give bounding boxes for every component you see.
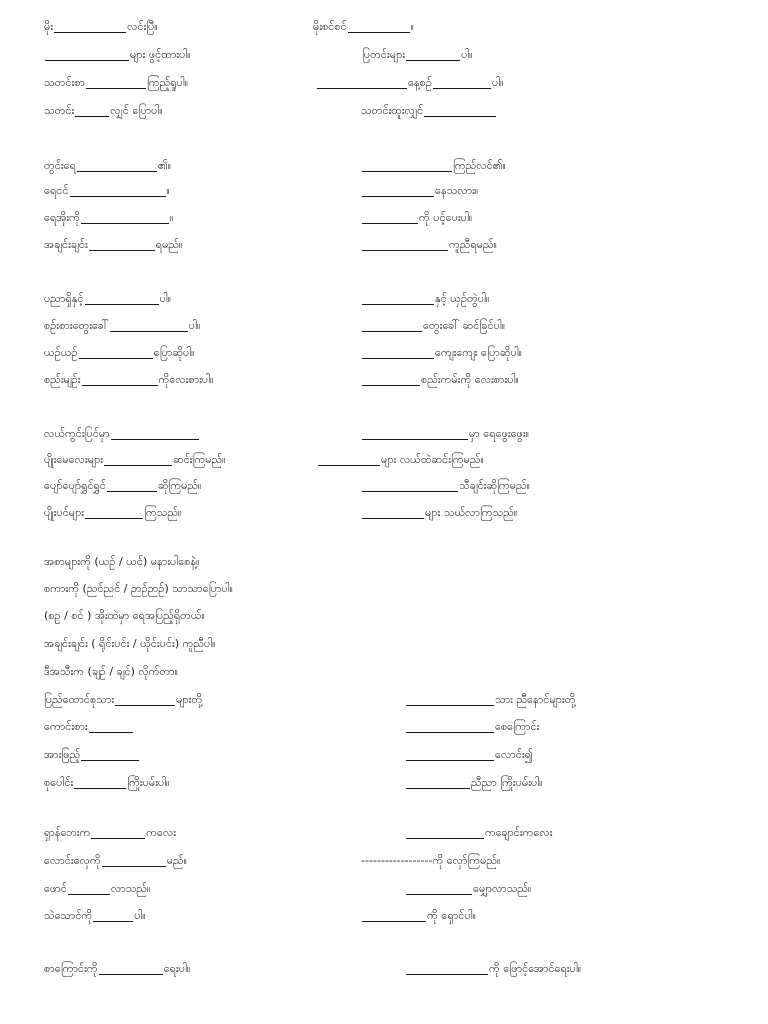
exercise-left: [44, 603, 205, 629]
exercise-right: [405, 956, 581, 982]
exercise-left: [44, 848, 187, 874]
exercise-text: အားဖြည့်: [44, 748, 81, 761]
worksheet-row: [0, 549, 768, 575]
exercise-text: ပါ။: [134, 909, 146, 922]
exercise-text: စေကြောင်း: [495, 720, 540, 733]
exercise-text: ပြောဆိုပါ။: [153, 346, 195, 359]
worksheet-row: [0, 687, 768, 713]
fill-in-blank[interactable]: [82, 371, 158, 386]
exercise-text: အချင်းချင်း ( ရိုင်းပင်း / ယိုင်းပင်း) ကူညီပါ။: [44, 637, 216, 650]
fill-in-blank[interactable]: [362, 425, 468, 440]
fill-in-blank[interactable]: [68, 880, 110, 895]
exercise-text: သဲသောင်ကို: [44, 909, 93, 922]
exercise-text: ကောင်းစား: [44, 720, 88, 733]
fill-in-blank[interactable]: [362, 504, 424, 519]
exercise-text: မှာ ရေဖွေးဖွေး။: [469, 427, 530, 440]
exercise-text: ရမည်။: [155, 238, 183, 251]
exercise-right: [361, 178, 478, 204]
exercise-left: [44, 770, 170, 796]
exercise-text: ရှာန်ဘေးက: [44, 826, 91, 839]
exercise-left: [44, 313, 200, 339]
exercise-text: လင်းပြီ။: [127, 20, 158, 33]
exercise-right: [316, 70, 503, 96]
exercise-left: [44, 286, 171, 312]
exercise-right: [405, 876, 531, 902]
worksheet-row: [0, 956, 768, 982]
exercise-right: [405, 687, 575, 713]
exercise-text: တွင်းရေ: [44, 159, 76, 172]
exercise-text: ကူညီရမည်။: [449, 238, 497, 251]
exercise-right: [405, 770, 543, 796]
exercise-left: [44, 876, 150, 902]
exercise-text: နေသလား။: [435, 184, 479, 197]
exercise-left: [44, 714, 134, 740]
exercise-left: [44, 631, 216, 657]
worksheet-row: [0, 421, 768, 447]
worksheet-row: [0, 70, 768, 96]
fill-in-blank[interactable]: [317, 74, 407, 89]
exercise-text: သတင်းထူးလျှင်: [361, 104, 424, 117]
worksheet-row: [0, 367, 768, 393]
fill-in-blank[interactable]: [91, 824, 145, 839]
exercise-right: [361, 205, 472, 231]
exercise-left: [44, 232, 182, 258]
fill-in-blank[interactable]: [406, 824, 484, 839]
fill-in-blank[interactable]: [406, 746, 494, 761]
exercise-text: များ လယ်ထဲဆင်းကြမည်။: [381, 453, 484, 466]
exercise-text: များ သယ်လာကြသည်။: [425, 506, 518, 519]
fill-in-blank[interactable]: [81, 209, 169, 224]
fill-in-blank[interactable]: [362, 477, 458, 492]
exercise-text: များ ဖွင့်ထားပါ။: [130, 48, 191, 61]
exercise-text: သီချင်းဆိုကြမည်။: [459, 479, 530, 492]
exercise-text: ပါ။: [491, 76, 504, 89]
exercise-left: [44, 42, 191, 68]
fill-in-blank[interactable]: [406, 960, 488, 975]
worksheet-row: [0, 876, 768, 902]
exercise-text: အစာများကို (ယဉ် / ယင်) မနားပါစေနဲ့။: [44, 555, 200, 568]
exercise-left: [44, 473, 201, 499]
exercise-right: [405, 820, 553, 846]
exercise-text: ရေးပါ။: [163, 962, 191, 975]
worksheet-row: [0, 232, 768, 258]
exercise-right: [405, 742, 533, 768]
exercise-text: ယဉ်ယဉ်: [44, 346, 78, 359]
exercise-left: [44, 98, 163, 124]
exercise-right: [361, 473, 530, 499]
exercise-right: [361, 98, 497, 124]
exercise-right: [361, 340, 522, 366]
fill-in-blank[interactable]: [362, 371, 420, 386]
exercise-text: ပါ။: [159, 292, 172, 305]
fill-in-blank[interactable]: [107, 477, 157, 492]
exercise-text: ပြတင်းများ: [362, 48, 406, 61]
fill-in-blank[interactable]: [45, 46, 129, 61]
exercise-text: ပညာရှိနှင့်: [44, 292, 84, 305]
exercise-text: ပျိုးမေလေးများ: [44, 453, 104, 466]
worksheet-row: [0, 42, 768, 68]
exercise-text: မိုး: [44, 20, 54, 33]
worksheet-row: [0, 742, 768, 768]
fill-in-blank[interactable]: [406, 880, 472, 895]
fill-in-blank[interactable]: [102, 852, 166, 867]
exercise-text: ကြည်လင်၏။: [453, 159, 506, 172]
exercise-left: [44, 742, 140, 768]
exercise-text: တွေးခေါ် ဆင်ခြင်ပါ။: [423, 319, 506, 332]
exercise-text: ဆင်းကြမည်။: [173, 453, 226, 466]
exercise-left: [44, 421, 200, 447]
exercise-left: [44, 500, 181, 526]
exercise-left: [44, 687, 202, 713]
fill-in-blank[interactable]: [362, 290, 434, 305]
fill-in-blank[interactable]: [110, 317, 188, 332]
exercise-right: [361, 903, 476, 929]
fill-in-blank[interactable]: [362, 182, 434, 197]
exercise-text: ရေငင်: [44, 184, 69, 197]
fill-in-blank[interactable]: [433, 74, 491, 89]
worksheet-row: [0, 659, 768, 685]
exercise-left: [44, 153, 171, 179]
exercise-text: ကိုလေးစားပါ။: [158, 373, 214, 386]
worksheet-row: [0, 153, 768, 179]
exercise-text: ကို ပင့်ပေးပါ။: [419, 211, 473, 224]
worksheet-row: [0, 903, 768, 929]
fill-in-blank[interactable]: [93, 907, 133, 922]
fill-in-blank[interactable]: [318, 451, 380, 466]
exercise-text: စာကြောင်းကို: [44, 962, 98, 975]
fill-in-blank[interactable]: [111, 425, 199, 440]
exercise-text: လယ်ကွင်းပြင်မှာ: [44, 427, 110, 440]
fill-in-blank[interactable]: [74, 774, 126, 789]
exercise-text: ပါ။: [188, 319, 201, 332]
fill-in-blank[interactable]: [362, 157, 452, 172]
exercise-right: [361, 421, 529, 447]
fill-in-blank[interactable]: [86, 74, 146, 89]
exercise-text: ပျိုးပင်များ: [44, 506, 85, 519]
exercise-text: ဖောင်: [44, 882, 67, 895]
exercise-text: ရေအိုးကို: [44, 211, 80, 224]
fill-in-blank[interactable]: [75, 102, 109, 117]
fill-in-blank[interactable]: [85, 504, 143, 519]
exercise-left: [44, 340, 195, 366]
fill-in-blank[interactable]: [89, 718, 133, 733]
fill-in-blank[interactable]: [77, 157, 157, 172]
exercise-right: [313, 14, 414, 40]
exercise-text: စဉ်းစားတွေးခေါ်: [44, 319, 109, 332]
exercise-left: [44, 576, 233, 602]
fill-in-blank[interactable]: [424, 102, 496, 117]
fill-in-blank[interactable]: [348, 18, 410, 33]
fill-in-blank[interactable]: [362, 317, 422, 332]
exercise-left: [44, 659, 178, 685]
exercise-text: ၏။: [157, 159, 172, 172]
exercise-right: [405, 714, 539, 740]
exercise-text: ကချောင်းကလေး: [485, 826, 553, 839]
fill-in-blank[interactable]: [104, 451, 172, 466]
exercise-text: ကို ဖြောင့်အောင်ရေးပါ။: [489, 962, 582, 975]
fill-in-blank[interactable]: [115, 691, 175, 706]
exercise-text: စည်းမျဉ်း: [44, 373, 81, 386]
fill-in-blank[interactable]: [362, 907, 426, 922]
fill-in-blank[interactable]: [362, 344, 434, 359]
exercise-text: ကို ရှောင်ပါ။: [427, 909, 476, 922]
fill-in-blank[interactable]: [81, 746, 139, 761]
fill-in-blank[interactable]: [54, 18, 126, 33]
exercise-left: [44, 178, 170, 204]
exercise-text: သတင်း: [44, 104, 75, 117]
exercise-text: ညီညာ ကြိုးပမ်းပါ။: [471, 776, 543, 789]
exercise-text: ။: [169, 211, 174, 224]
exercise-text: လောင်းလှေကို: [44, 854, 101, 867]
fill-in-blank[interactable]: [406, 691, 494, 706]
worksheet-row: [0, 820, 768, 846]
fill-in-blank[interactable]: [406, 718, 494, 733]
exercise-text: ပြည်ထောင်စုသား: [44, 693, 115, 706]
exercise-text: မိုးစင်စင်: [313, 20, 347, 33]
worksheet-row: [0, 98, 768, 124]
worksheet-row: [0, 714, 768, 740]
worksheet-row: [0, 447, 768, 473]
exercise-text: သား ညီနောင်များတို့: [495, 693, 576, 706]
fill-in-blank[interactable]: [89, 236, 155, 251]
exercise-left: [44, 14, 158, 40]
worksheet-row: [0, 770, 768, 796]
fill-in-blank[interactable]: [70, 182, 166, 197]
worksheet-row: [0, 848, 768, 874]
worksheet-row: [0, 631, 768, 657]
worksheet-row: [0, 178, 768, 204]
fill-in-blank[interactable]: [362, 209, 418, 224]
fill-in-blank[interactable]: [406, 774, 470, 789]
worksheet-row: [0, 603, 768, 629]
exercise-right: [361, 313, 505, 339]
exercise-text: ကလေး: [146, 826, 177, 839]
exercise-text: ပါ။: [461, 48, 473, 61]
exercise-text: လျှင် ပြောပါ။: [110, 104, 163, 117]
exercise-right: [361, 500, 517, 526]
exercise-text: အချင်းချင်း: [44, 238, 88, 251]
exercise-right: [361, 232, 497, 258]
exercise-text: ပျော်ပျော်ရွှင်ရွှင်: [44, 479, 106, 492]
exercise-left: [44, 903, 146, 929]
exercise-left: [44, 820, 176, 846]
exercise-text: ------------------ကို လှော်ကြမည်။: [361, 854, 501, 867]
exercise-right: [361, 153, 506, 179]
exercise-right: [362, 42, 473, 68]
exercise-text: စည်းကမ်းကို လေးစားပါ။: [421, 373, 519, 386]
exercise-left: [44, 367, 213, 393]
exercise-left: [44, 447, 225, 473]
exercise-left: [44, 70, 188, 96]
exercise-text: စုပေါင်း: [44, 776, 74, 789]
exercise-right: [317, 447, 484, 473]
exercise-left: [44, 956, 190, 982]
exercise-text: ။: [410, 20, 414, 33]
fill-in-blank[interactable]: [99, 960, 163, 975]
exercise-text: နှင့် ယှဉ်တွဲပါ။: [435, 292, 490, 305]
fill-in-blank[interactable]: [406, 46, 460, 61]
worksheet-row: [0, 313, 768, 339]
exercise-text: ကြသည်။: [144, 506, 182, 519]
worksheet-row: [0, 576, 768, 602]
fill-in-blank[interactable]: [79, 344, 153, 359]
worksheet-row: [0, 500, 768, 526]
exercise-text: များတို့: [176, 693, 203, 706]
worksheet-row: [0, 205, 768, 231]
exercise-text: ကြည့်ရှုပါ။: [146, 76, 189, 89]
exercise-text: ဆိုကြမည်။: [157, 479, 202, 492]
worksheet-row: [0, 473, 768, 499]
exercise-text: နေ့စဉ်: [408, 76, 432, 89]
fill-in-blank[interactable]: [362, 236, 448, 251]
exercise-text: ။: [166, 184, 170, 197]
worksheet-row: [0, 286, 768, 312]
exercise-left: [44, 205, 173, 231]
worksheet-row: [0, 14, 768, 40]
exercise-text: ကြိုးပမ်းပါ။: [127, 776, 170, 789]
exercise-text: ကျေးကျေး ပြောဆိုပါ။: [435, 346, 523, 359]
exercise-text: မျှောလာသည်။: [473, 882, 532, 895]
exercise-right: [361, 367, 519, 393]
exercise-left: [44, 549, 199, 575]
exercise-right: [361, 286, 489, 312]
exercise-text: ဒီအသီးက (ချဉ် / ချင်) လိုက်တာ။: [44, 665, 178, 678]
fill-in-blank[interactable]: [85, 290, 159, 305]
exercise-text: လာသည်။: [110, 882, 151, 895]
exercise-text: မည်။: [166, 854, 188, 867]
worksheet-row: [0, 340, 768, 366]
exercise-text: စကားကို (ညင်ညင် / ဉာဉ်ဉာဉ်) သာသာပြောပါ။: [44, 582, 233, 595]
exercise-right: [361, 848, 500, 874]
exercise-text: လောင်း၍: [495, 748, 533, 761]
exercise-text: (စဥ္ / စင် ) အိုးထဲမှာ ရေအပြည့်ရှိတယ်။: [44, 609, 205, 622]
exercise-text: သတင်းစာ: [44, 76, 85, 89]
